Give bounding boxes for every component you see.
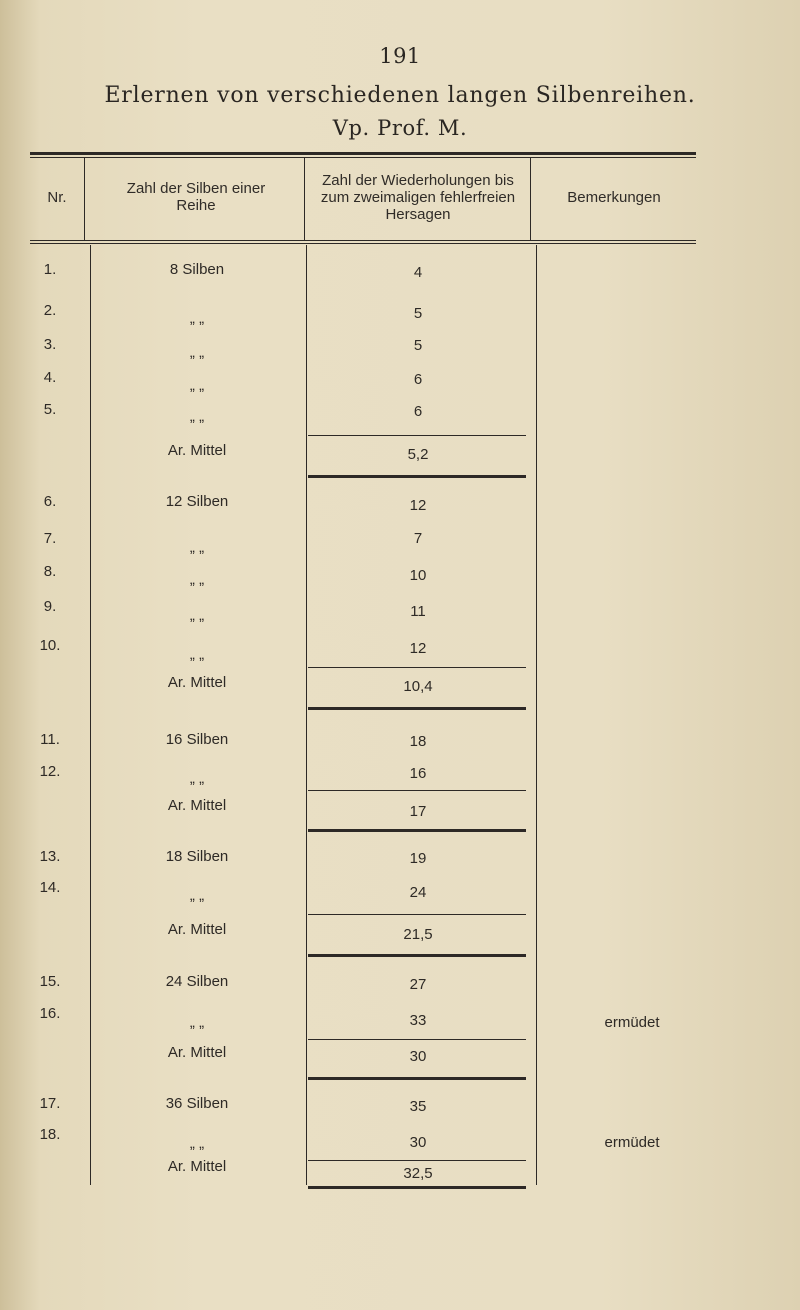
row-mean-value: 30 [409, 1048, 427, 1065]
header-wiederholungen: Zahl der Wiederholungen bis zum zweimaligen fehlerfreien Hersagen [320, 172, 516, 223]
row-nr: 17. [39, 1095, 61, 1112]
row-silben: „ „ [189, 607, 205, 624]
row-silben: „ „ [189, 377, 205, 394]
mean-rule-thin [308, 435, 526, 436]
mean-rule-thick [308, 1186, 526, 1189]
row-silben: „ „ [189, 887, 205, 904]
table-top-rule [30, 152, 696, 155]
page-subtitle: Vp. Prof. M. [332, 116, 468, 140]
mean-rule-thick [308, 707, 526, 710]
row-nr: 12. [39, 763, 61, 780]
row-nr: 9. [43, 598, 57, 615]
row-silben: 16 Silben [165, 731, 229, 748]
row-mean-label: Ar. Mittel [167, 797, 227, 814]
row-mean-label: Ar. Mittel [167, 1158, 227, 1175]
row-silben: „ „ [189, 1135, 205, 1152]
page-number: 191 [379, 44, 421, 68]
row-mean-value: 21,5 [403, 926, 433, 943]
row-silben: 18 Silben [165, 848, 229, 865]
row-zahl: 12 [409, 640, 427, 657]
header-silben: Zahl der Silben einer Reihe [126, 180, 266, 214]
row-nr: 18. [39, 1126, 61, 1143]
table-top-rule-thin [30, 157, 696, 158]
mean-rule-thin [308, 914, 526, 915]
row-zahl: 30 [409, 1134, 427, 1151]
row-zahl: 6 [413, 403, 423, 420]
row-silben: „ „ [189, 408, 205, 425]
row-zahl: 10 [409, 567, 427, 584]
row-zahl: 18 [409, 733, 427, 750]
mean-rule-thin [308, 1160, 526, 1161]
row-silben: „ „ [189, 646, 205, 663]
row-nr: 7. [43, 530, 57, 547]
row-zahl: 11 [410, 603, 426, 620]
row-zahl: 16 [409, 765, 427, 782]
row-zahl: 7 [413, 530, 423, 547]
mean-rule-thin [308, 1039, 526, 1040]
row-zahl: 33 [409, 1012, 427, 1029]
mean-rule-thick [308, 954, 526, 957]
row-silben: „ „ [189, 770, 205, 787]
row-zahl: 5 [413, 305, 423, 322]
header-bottom-rule-2 [30, 243, 696, 244]
header-divider-2 [304, 158, 305, 241]
row-zahl: 35 [409, 1098, 427, 1115]
row-mean-label: Ar. Mittel [167, 1044, 227, 1061]
mean-rule-thin [308, 667, 526, 668]
row-bemerkung: ermüdet [604, 1014, 660, 1031]
row-silben: „ „ [189, 310, 205, 327]
row-nr: 6. [43, 493, 57, 510]
mean-rule-thick [308, 1077, 526, 1080]
row-silben: 36 Silben [165, 1095, 229, 1112]
row-mean-value: 5,2 [407, 446, 429, 463]
body-divider-3 [536, 245, 537, 1185]
row-silben: 24 Silben [165, 973, 229, 990]
header-bottom-rule [30, 240, 696, 241]
mean-rule-thin [308, 790, 526, 791]
row-nr: 14. [39, 879, 61, 896]
row-nr: 13. [39, 848, 61, 865]
row-mean-value: 17 [409, 803, 427, 820]
row-nr: 2. [43, 302, 57, 319]
row-silben: „ „ [189, 539, 205, 556]
header-bemerkungen: Bemerkungen [567, 189, 661, 206]
row-nr: 3. [43, 336, 57, 353]
row-zahl: 4 [413, 264, 423, 281]
header-divider-3 [530, 158, 531, 241]
row-zahl: 24 [409, 884, 427, 901]
row-nr: 1. [43, 261, 57, 278]
row-silben: 12 Silben [165, 493, 229, 510]
row-mean-value: 10,4 [403, 678, 433, 695]
row-zahl: 19 [409, 850, 427, 867]
row-bemerkung: ermüdet [604, 1134, 660, 1151]
row-mean-value: 32,5 [403, 1165, 433, 1182]
body-divider-2 [306, 245, 307, 1185]
row-zahl: 27 [409, 976, 427, 993]
row-zahl: 12 [409, 497, 427, 514]
row-silben: „ „ [189, 1014, 205, 1031]
row-nr: 5. [43, 401, 57, 418]
header-nr: Nr. [47, 189, 67, 206]
row-mean-label: Ar. Mittel [167, 442, 227, 459]
row-nr: 10. [39, 637, 61, 654]
row-nr: 11. [40, 731, 60, 748]
mean-rule-thick [308, 829, 526, 832]
row-zahl: 6 [413, 371, 423, 388]
row-zahl: 5 [413, 337, 423, 354]
row-nr: 4. [43, 369, 57, 386]
row-mean-label: Ar. Mittel [167, 921, 227, 938]
row-silben: 8 Silben [169, 261, 225, 278]
row-mean-label: Ar. Mittel [167, 674, 227, 691]
page-title: Erlernen von verschiedenen langen Silbenreihen. [104, 83, 696, 108]
row-silben: „ „ [189, 344, 205, 361]
row-silben: „ „ [189, 571, 205, 588]
mean-rule-thick [308, 475, 526, 478]
row-nr: 8. [43, 563, 57, 580]
header-divider-1 [84, 158, 85, 241]
row-nr: 16. [39, 1005, 61, 1022]
row-nr: 15. [39, 973, 61, 990]
